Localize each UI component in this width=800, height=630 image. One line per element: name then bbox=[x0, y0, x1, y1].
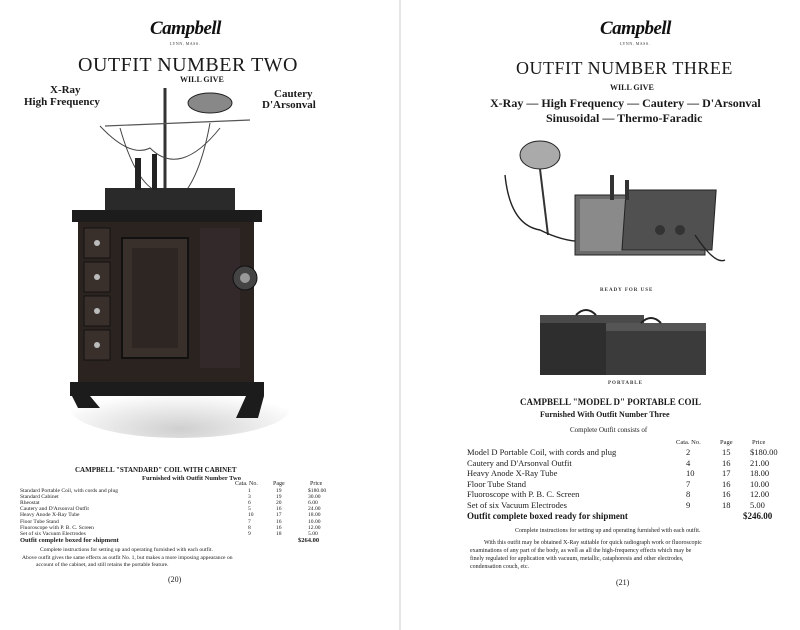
item-price: $180.00 bbox=[750, 447, 778, 457]
portable-cases-illustration bbox=[536, 305, 716, 380]
header-cat: Cata. No. bbox=[676, 439, 701, 446]
item-page: 18 bbox=[722, 499, 731, 510]
header-cat: Cata. No. bbox=[235, 481, 258, 487]
item-page: 18 bbox=[276, 530, 282, 537]
page-number: (20) bbox=[168, 575, 182, 584]
header-page: Page bbox=[720, 439, 733, 446]
item-catalog-number: 10 bbox=[248, 512, 254, 519]
item-price: 10.00 bbox=[750, 478, 770, 489]
campbell-logo: Campbell bbox=[150, 18, 221, 39]
page-title: OUTFIT NUMBER THREE bbox=[516, 58, 733, 78]
total-label: Outfit complete boxed ready for shipment bbox=[467, 511, 628, 521]
total-price: $264.00 bbox=[298, 537, 320, 544]
product-subtitle-2: Furnished with Outfit Number Two bbox=[142, 475, 241, 482]
effects-line-1: X-Ray — High Frequency — Cautery — D'Arsonval bbox=[490, 96, 761, 110]
item-page: 16 bbox=[722, 457, 731, 468]
product-subtitle: CAMPBELL "MODEL D" PORTABLE COIL bbox=[520, 397, 702, 407]
item-catalog-number: 7 bbox=[686, 478, 691, 489]
item-name: Standard Portable Coil, with cords and plug bbox=[20, 488, 119, 494]
item-name: Floor Tube Stand bbox=[467, 478, 527, 489]
effect-cautery: Cautery bbox=[274, 88, 313, 100]
item-catalog-number: 3 bbox=[248, 494, 251, 501]
item-price: 18.00 bbox=[750, 468, 770, 478]
item-price: 18.00 bbox=[308, 512, 321, 519]
logo-subtext: LYNN, MASS. bbox=[620, 41, 651, 46]
caption-portable: PORTABLE bbox=[608, 381, 643, 386]
description-note-4: condensation couch, etc. bbox=[470, 564, 529, 570]
item-name: Heavy Anode X-Ray Tube bbox=[467, 468, 558, 478]
right-page bbox=[400, 0, 800, 630]
item-price: 5.00 bbox=[308, 530, 318, 537]
item-page: 16 bbox=[722, 478, 731, 489]
logo-subtext: LYNN, MASS. bbox=[170, 41, 201, 46]
item-price: $180.00 bbox=[308, 488, 327, 494]
header-page: Page bbox=[273, 481, 285, 487]
description-note: Above outfit gives the same effects as outfit No. 1, but makes a more imposing appearance on bbox=[22, 555, 233, 561]
item-page: 17 bbox=[722, 468, 731, 478]
item-catalog-number: 8 bbox=[248, 524, 251, 531]
item-name: Floor Tube Stand bbox=[20, 518, 59, 525]
item-name: Fluoroscope with P. B. C. Screen bbox=[467, 489, 580, 499]
page-number: (21) bbox=[616, 578, 630, 587]
item-name: Model D Portable Coil, with cords and plug bbox=[467, 447, 617, 457]
item-name: Standard Cabinet bbox=[20, 494, 59, 501]
effects-line-2: Sinusoidal — Thermo-Faradic bbox=[546, 111, 703, 125]
item-name: Set of six Vacuum Electrodes bbox=[467, 499, 567, 510]
description-note-2: account of the cabinet, and still retains the portable feature. bbox=[36, 562, 169, 568]
coil-cabinet-illustration bbox=[60, 88, 290, 448]
item-page: 16 bbox=[276, 506, 282, 513]
item-price: 12.00 bbox=[308, 524, 321, 531]
item-price: 5.00 bbox=[750, 499, 765, 510]
instructions-note: Complete instructions for setting up and operating furnished with each outfit. bbox=[40, 547, 213, 553]
item-page: 15 bbox=[722, 447, 731, 457]
item-catalog-number: 5 bbox=[248, 506, 251, 513]
item-page: 19 bbox=[276, 494, 282, 501]
item-name: Cautery and D'Arsonval Outfit bbox=[467, 457, 572, 468]
item-page: 16 bbox=[276, 524, 282, 531]
item-page: 17 bbox=[276, 512, 282, 519]
campbell-logo: Campbell bbox=[600, 18, 671, 39]
item-price: 10.00 bbox=[308, 518, 321, 525]
consists-label: Complete Outfit consists of bbox=[570, 426, 648, 434]
description-note-2: examinations of any part of the body, as well as all the high-frequency effects which may be bbox=[470, 548, 692, 554]
description-note-3: finely regulated for application with vacuum, metallic, cataphoresis and other electrodes, bbox=[470, 556, 684, 562]
item-page: 16 bbox=[722, 489, 731, 499]
header-price: Price bbox=[752, 439, 766, 446]
item-catalog-number: 1 bbox=[248, 488, 251, 494]
ready-for-use-illustration bbox=[500, 135, 730, 285]
header-price: Price bbox=[310, 481, 323, 487]
item-catalog-number: 7 bbox=[248, 518, 251, 525]
item-price: 12.00 bbox=[750, 489, 770, 499]
caption-ready-for-use: READY FOR USE bbox=[600, 288, 654, 293]
item-price: 21.00 bbox=[750, 457, 770, 468]
total-label: Outfit complete boxed for shipment bbox=[20, 537, 119, 544]
product-subtitle: CAMPBELL "STANDARD" COIL WITH CABINET bbox=[75, 466, 237, 474]
item-name: Fluoroscope with P. B. C. Screen bbox=[20, 524, 94, 531]
instructions-note: Complete instructions for setting up and operating furnished with each outfit. bbox=[515, 528, 701, 534]
effect-darsonval: D'Arsonval bbox=[262, 99, 316, 111]
will-give-label: WILL GIVE bbox=[180, 75, 224, 84]
page-title: OUTFIT NUMBER TWO bbox=[78, 54, 298, 76]
item-catalog-number: 4 bbox=[686, 457, 691, 468]
effect-xray: X-Ray bbox=[50, 84, 81, 96]
item-catalog-number: 9 bbox=[248, 530, 251, 537]
item-catalog-number: 10 bbox=[686, 468, 695, 478]
item-price: 6.00 bbox=[308, 500, 318, 507]
total-price: $246.00 bbox=[743, 511, 773, 521]
item-catalog-number: 6 bbox=[248, 500, 251, 507]
description-note: With this outfit may be obtained X-Ray suitable for quick radiograph work or fluoroscopic bbox=[484, 540, 702, 546]
effect-high-frequency: High Frequency bbox=[24, 96, 100, 108]
item-price: 30.00 bbox=[308, 494, 321, 501]
item-name: Cautery and D'Arsonval Outfit bbox=[20, 506, 89, 513]
item-name: Set of six Vacuum Electrodes bbox=[20, 530, 86, 537]
will-give-label: WILL GIVE bbox=[610, 83, 654, 92]
item-name: Rheostat bbox=[20, 500, 40, 507]
item-price: 24.00 bbox=[308, 506, 321, 513]
item-page: 19 bbox=[276, 488, 282, 494]
item-catalog-number: 2 bbox=[686, 447, 691, 457]
product-subtitle-2: Furnished With Outfit Number Three bbox=[540, 410, 670, 419]
item-catalog-number: 9 bbox=[686, 499, 691, 510]
item-name: Heavy Anode X-Ray Tube bbox=[20, 512, 80, 519]
item-page: 20 bbox=[276, 500, 282, 507]
item-page: 16 bbox=[276, 518, 282, 525]
item-catalog-number: 8 bbox=[686, 489, 691, 499]
